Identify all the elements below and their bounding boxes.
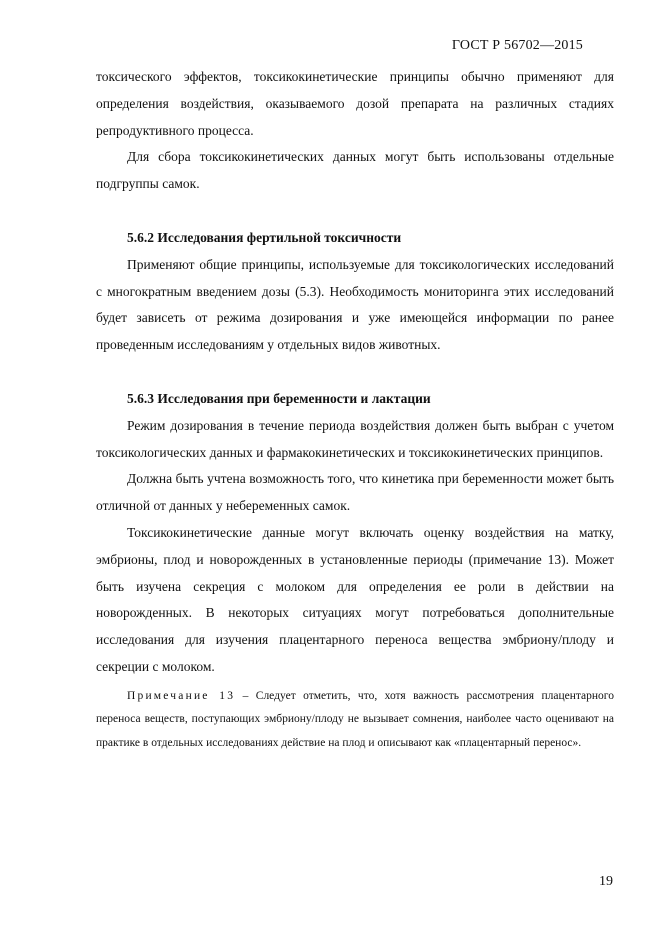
- document-header-id: ГОСТ Р 56702—2015: [451, 38, 583, 53]
- paragraph: Применяют общие принципы, используемые для токсикологических исследований с многократным введением дозы (5.3). Необходимость мониторинга этих исследований будет зависеть от режима дозирования и уже имеющейся информации по ранее проведенным исследованиям у отдельных видов животных.: [96, 256, 614, 353]
- paragraph: Для сбора токсикокинетических данных могут быть использованы отдельные подгруппы самок.: [96, 149, 614, 192]
- paragraph: Токсикокинетические данные могут включать оценку воздействия на матку, эмбрионы, плод и новорожденных в установленные периоды (примечание 13). Может быть изучена секреция с молоком для определения ее роли в действии на новорожденных. В некоторых ситуациях могут потребоваться дополнительные исследования для изучения плацентарного переноса вещества эмбриону/плоду и секреции с молоком.: [96, 524, 614, 674]
- note-text: – Следует отметить, что, хотя важность рассмотрения плацентарного переноса веществ, поступающих эмбриону/плоду не вызывает сомнения, наиболее часто оценивают на практике в отдельных исследованиях действие на плод и описывают как «плацентарный перенос».: [96, 689, 614, 749]
- section-heading: 5.6.3 Исследования при беременности и лактации: [127, 390, 431, 406]
- note-label: Примечание 13: [127, 689, 236, 702]
- paragraph: Должна быть учтена возможность того, что кинетика при беременности может быть отличной от данных у небеременных самок.: [96, 471, 614, 514]
- section-5-6-3: [96, 386, 614, 681]
- section-heading: 5.6.2 Исследования фертильной токсичности: [127, 229, 402, 245]
- section-5-6-2: [96, 225, 614, 359]
- page-number: 19: [599, 874, 613, 889]
- paragraph: Режим дозирования в течение периода воздействия должен быть выбран с учетом токсикологических данных и фармакокинетических и токсикокинетических принципов.: [96, 417, 614, 460]
- note: [96, 685, 614, 756]
- page-content: [96, 64, 614, 755]
- paragraph-continuation: токсического эффектов, токсикокинетические принципы обычно применяют для определения воздействия, оказываемого дозой препарата на различных стадиях репродуктивного процесса.: [96, 69, 614, 138]
